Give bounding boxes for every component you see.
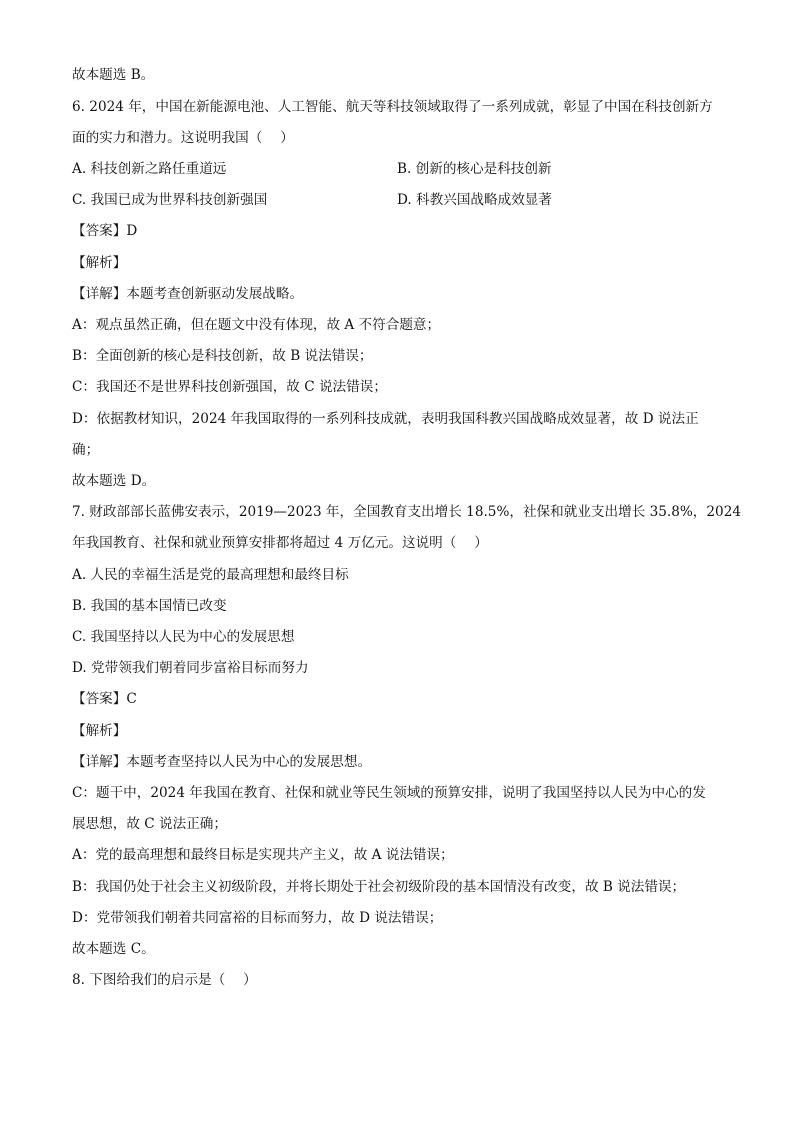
question-6-explain-d-line1: D：依据教材知识，2024 年我国取得的一系列科技成就，表明我国科教兴国战略成效显著，故 D 说法正 <box>72 411 699 427</box>
question-6-detail: 【详解】本题考查创新驱动发展战略。 <box>72 286 304 302</box>
question-6-conclusion: 故本题选 D。 <box>72 473 156 489</box>
question-6-option-d: D. 科教兴国战略成效显著 <box>397 192 552 208</box>
question-7-option-b: B. 我国的基本国情已改变 <box>72 598 227 614</box>
question-7-option-c: C. 我国坚持以人民为中心的发展思想 <box>72 629 295 645</box>
question-6-answer: 【答案】D <box>72 223 138 239</box>
question-6-option-c: C. 我国已成为世界科技创新强国 <box>72 192 268 208</box>
question-7-explain-c-line2: 展思想，故 C 说法正确； <box>72 816 227 832</box>
question-7-option-d: D. 党带领我们朝着同步富裕目标而努力 <box>72 660 309 676</box>
question-7-stem-line2: 年我国教育、社保和就业预算安排都将超过 4 万亿元。这说明（ ） <box>72 535 488 551</box>
question-8-stem: 8. 下图给我们的启示是（ ） <box>72 972 257 988</box>
question-6-explain-b: B：全面创新的核心是科技创新，故 B 说法错误； <box>72 348 373 364</box>
question-7-explain-a: A：党的最高理想和最终目标是实现共产主义，故 A 说法错误； <box>72 847 454 863</box>
question-7-stem-line1: 7. 财政部部长蓝佛安表示，2019—2023 年，全国教育支出增长 18.5%，社保和就业支出增长 35.8%，2024 <box>72 504 741 520</box>
question-7-explain-b: B：我国仍处于社会主义初级阶段，并将长期处于社会初级阶段的基本国情没有改变，故 B 说法错误； <box>72 879 686 895</box>
question-7-conclusion: 故本题选 C。 <box>72 941 155 957</box>
question-7-explain-c-line1: C：题干中，2024 年我国在教育、社保和就业等民生领域的预算安排，说明了我国坚持以人民为中心的发 <box>72 785 706 801</box>
question-6-stem-line2: 面的实力和潜力。这说明我国（ ） <box>72 130 294 146</box>
question-6-explain-c: C：我国还不是世界科技创新强国，故 C 说法错误； <box>72 379 387 395</box>
question-6-option-b: B. 创新的核心是科技创新 <box>397 161 552 177</box>
question-7-analysis-label: 【解析】 <box>72 723 127 739</box>
question-7-detail: 【详解】本题考查坚持以人民为中心的发展思想。 <box>72 754 372 770</box>
question-6-option-a: A. 科技创新之路任重道远 <box>72 161 227 177</box>
question-6-explain-a: A：观点虽然正确，但在题文中没有体现，故 A 不符合题意； <box>72 317 441 333</box>
conclusion-q5: 故本题选 B。 <box>72 67 155 83</box>
question-7-option-a: A. 人民的幸福生活是党的最高理想和最终目标 <box>72 567 349 583</box>
question-6-analysis-label: 【解析】 <box>72 255 127 271</box>
question-6-stem-line1: 6. 2024 年，中国在新能源电池、人工智能、航天等科技领域取得了一系列成就，彰显了中国在科技创新方 <box>72 99 713 115</box>
question-7-answer: 【答案】C <box>72 691 137 707</box>
question-6-explain-d-line2: 确； <box>72 442 100 458</box>
question-7-explain-d: D：党带领我们朝着共同富裕的目标而努力，故 D 说法错误； <box>72 910 443 926</box>
